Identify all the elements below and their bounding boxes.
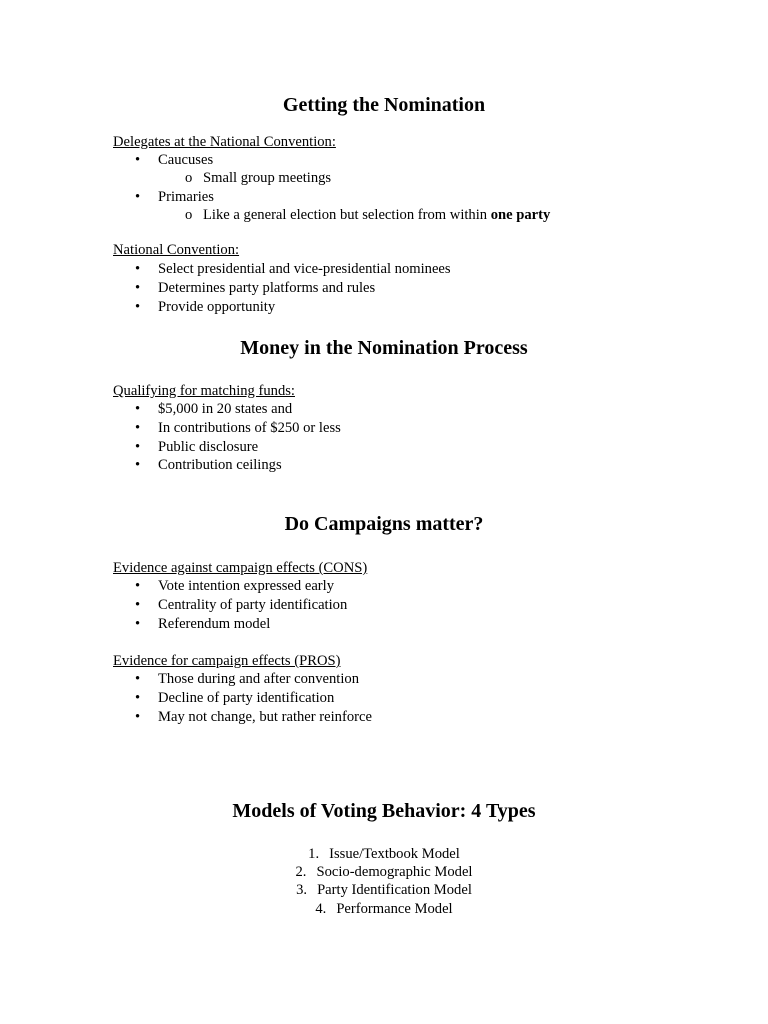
- list-item: • Vote intention expressed early: [113, 577, 347, 596]
- list-item: • Caucuses: [113, 151, 213, 170]
- convention-list: [113, 260, 451, 316]
- sub-item-bold: one party: [490, 207, 551, 223]
- cons-label: Evidence against campaign effects (CONS): [113, 560, 368, 576]
- list-number: 3.: [296, 882, 308, 899]
- sub-bullet-marker: o: [185, 207, 193, 223]
- pros-list: [113, 670, 372, 726]
- matching-funds-list: [113, 400, 341, 475]
- convention-label: National Convention:: [113, 242, 240, 258]
- list-item: • Determines party platforms and rules: [113, 279, 451, 298]
- list-item: • Decline of party identification: [113, 689, 372, 708]
- list-item: [0, 900, 768, 918]
- list-item: • Referendum model: [113, 615, 347, 634]
- list-item: • Those during and after convention: [113, 670, 372, 689]
- list-number: 2.: [295, 864, 307, 881]
- matching-funds-label: Qualifying for matching funds:: [113, 383, 295, 399]
- list-item: • May not change, but rather reinforce: [113, 708, 372, 727]
- section-title-models: Models of Voting Behavior: 4 Types: [232, 800, 536, 822]
- list-item: • $5,000 in 20 states and: [113, 400, 341, 419]
- section-title-campaigns: Do Campaigns matter?: [284, 513, 484, 535]
- sub-item-plain: Like a general election but selection from within: [203, 207, 491, 223]
- delegates-list-2: [113, 188, 214, 207]
- models-list: [0, 845, 768, 918]
- pros-label: Evidence for campaign effects (PROS): [113, 653, 341, 669]
- sub-item-text: [203, 206, 550, 224]
- list-item: • Provide opportunity: [113, 298, 451, 317]
- delegates-list: [113, 151, 213, 170]
- list-item: [0, 863, 768, 881]
- list-item-text: Performance Model: [336, 900, 453, 917]
- list-item-text: Issue/Textbook Model: [329, 846, 460, 862]
- list-item: [0, 845, 768, 863]
- sub-bullet-marker: o: [185, 170, 193, 186]
- list-item: • Public disclosure: [113, 438, 341, 457]
- list-item-text: Socio-demographic Model: [316, 864, 473, 881]
- list-item-text: Party Identification Model: [317, 882, 472, 899]
- list-item: • Contribution ceilings: [113, 456, 341, 475]
- cons-list: [113, 577, 347, 633]
- section-title-nomination: Getting the Nomination: [282, 94, 486, 116]
- list-item: • Select presidential and vice-presidential nominees: [113, 260, 451, 279]
- list-item: • In contributions of $250 or less: [113, 419, 341, 438]
- list-number: 1.: [308, 846, 320, 862]
- list-item: [0, 881, 768, 899]
- list-number: 4.: [315, 900, 327, 917]
- list-item: • Primaries: [113, 188, 214, 207]
- sub-item-text: Small group meetings: [203, 170, 332, 186]
- section-title-money: Money in the Nomination Process: [240, 337, 528, 359]
- delegates-label: Delegates at the National Convention:: [113, 134, 336, 150]
- list-item: • Centrality of party identification: [113, 596, 347, 615]
